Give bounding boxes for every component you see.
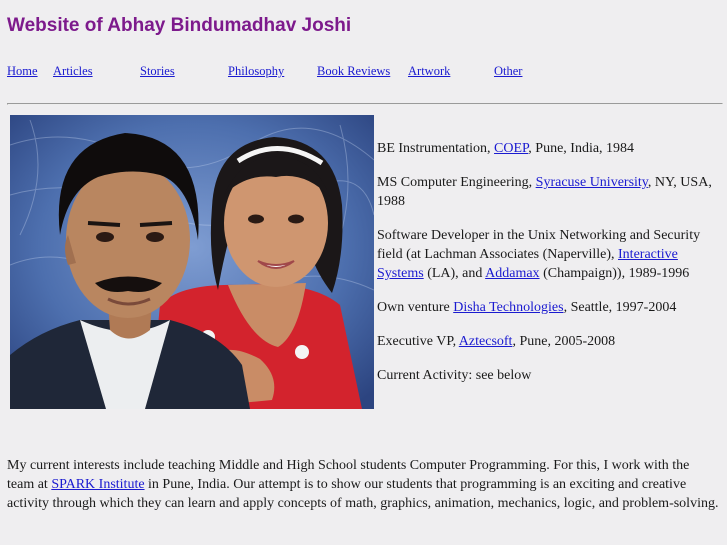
intro-paragraph: My current interests include teaching Middle and High School students Computer Programming. For this, I work with the team at SPARK Institute in Pune, India. Our attempt is to show our students that programming is an exciting and creative activity through which they can learn and apply concepts of math, graphics, animation, mechanics, logic, and problem-solving.	[7, 458, 719, 511]
spark-institute-link[interactable]: SPARK Institute	[51, 477, 145, 492]
disha-link[interactable]: Disha Technologies	[453, 300, 564, 315]
syracuse-link[interactable]: Syracuse University	[535, 175, 648, 190]
site-title: Website of Abhay Bindumadhav Joshi	[7, 15, 352, 36]
nav-philosophy[interactable]: Philosophy	[228, 64, 285, 78]
bio-job-3: Executive VP, Aztecsoft, Pune, 2005-2008	[377, 334, 616, 349]
bio-current: Current Activity: see below	[377, 368, 532, 383]
bio-education-2: MS Computer Engineering, Syracuse University, NY, USA, 1988	[377, 175, 712, 209]
nav-other[interactable]: Other	[494, 64, 523, 78]
nav-home[interactable]: Home	[7, 64, 38, 78]
nav-articles[interactable]: Articles	[53, 64, 93, 78]
addamax-link[interactable]: Addamax	[485, 266, 540, 281]
bio-education-1: BE Instrumentation, COEP, Pune, India, 1984	[377, 141, 635, 156]
nav-artwork[interactable]: Artwork	[408, 64, 451, 78]
nav-book-reviews[interactable]: Book Reviews	[317, 64, 391, 78]
aztecsoft-link[interactable]: Aztecsoft	[458, 334, 513, 349]
interactive-systems-link[interactable]: Interactive Systems	[377, 247, 678, 281]
divider	[7, 103, 723, 105]
bio-job-2: Own venture Disha Technologies, Seattle, 1997-2004	[377, 300, 677, 315]
coep-link[interactable]: COEP	[494, 141, 529, 156]
main-nav	[0, 64, 727, 80]
nav-stories[interactable]: Stories	[140, 64, 175, 78]
portrait-photo	[10, 115, 374, 409]
bio-job-1: Software Developer in the Unix Networking and Security field (at Lachman Associates (Naperville), Interactive Systems (LA), and Addamax (Champaign)), 1989-1996	[377, 228, 701, 281]
bio-section	[377, 139, 713, 400]
